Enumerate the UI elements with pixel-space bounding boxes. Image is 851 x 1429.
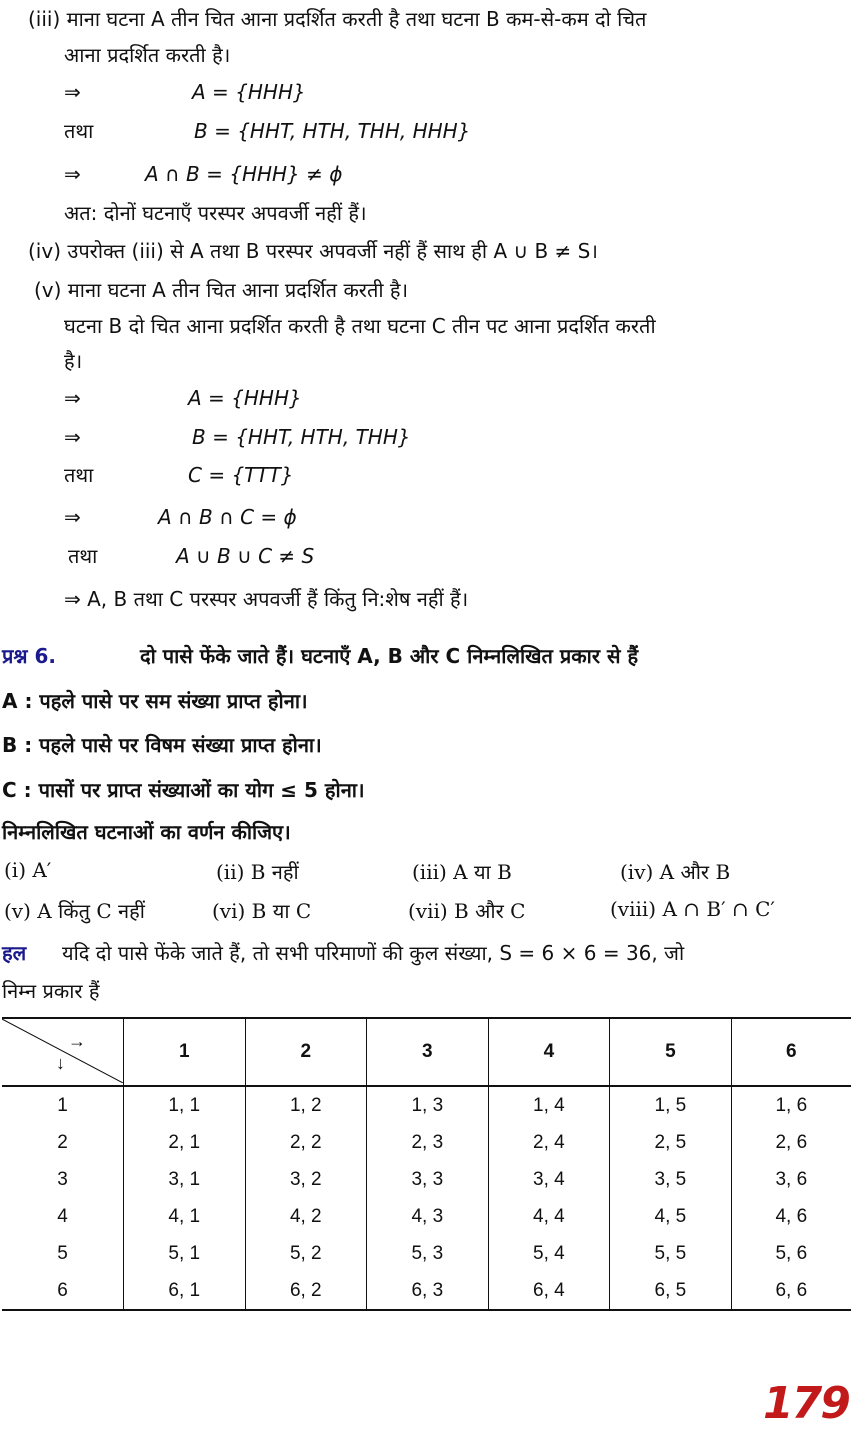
table-cell: 6, 6 (731, 1272, 851, 1310)
part-v-line2: घटना B दो चित आना प्रदर्शित करती है तथा घटना C तीन पट आना प्रदर्शित करती (64, 314, 656, 338)
event-c-definition: C : पासों पर प्राप्त संख्याओं का योग ≤ 5 होना। (2, 778, 365, 802)
option-v: (v) A किंतु C नहीं (4, 899, 145, 923)
event-a-definition: A : पहले पासे पर सम संख्या प्राप्त होना। (2, 689, 308, 713)
table-cell: 3, 5 (610, 1161, 732, 1198)
table-row (2, 1086, 851, 1124)
table-cell: 5, 3 (367, 1235, 489, 1272)
table-cell: 1, 3 (367, 1086, 489, 1124)
table-cell: 3, 3 (367, 1161, 489, 1198)
implies-symbol: ⇒ (64, 80, 81, 104)
set-a-equation-v: A = {HHH} (188, 386, 302, 410)
page-number: 179 (763, 1378, 849, 1429)
table-cell: 3, 6 (731, 1161, 851, 1198)
table-cell: 1, 2 (245, 1086, 367, 1124)
table-cell: 5, 6 (731, 1235, 851, 1272)
table-cell: 3, 2 (245, 1161, 367, 1198)
row-header: 5 (57, 1242, 68, 1264)
table-cell: 6, 3 (367, 1272, 489, 1310)
part-iv-line: (iv) उपरोक्त (iii) से A तथा B परस्पर अपवर्जी नहीं हैं साथ ही A ∪ B ≠ S। (28, 239, 598, 263)
question-text: दो पासे फेंके जाते हैं। घटनाएँ A, B और C निम्नलिखित प्रकार से हैं (140, 644, 639, 668)
set-b-equation: B = {HHT, HTH, THH, HHH} (194, 119, 471, 143)
column-header: 4 (488, 1018, 610, 1086)
row-header: 3 (57, 1168, 68, 1190)
table-cell: 4, 4 (488, 1198, 610, 1235)
option-iii: (iii) A या B (412, 860, 512, 884)
tatha-label: तथा (64, 463, 94, 487)
row-header: 2 (57, 1131, 68, 1153)
conclusion-iii: अत: दोनों घटनाएँ परस्पर अपवर्जी नहीं हैं। (64, 201, 367, 225)
table-cell: 2, 6 (731, 1124, 851, 1161)
arrow-down-icon: ↓ (56, 1053, 65, 1073)
solution-text-line1: यदि दो पासे फेंके जाते हैं, तो सभी परिमाणों की कुल संख्या, S = 6 × 6 = 36, जो (62, 941, 685, 965)
implies-symbol: ⇒ (64, 386, 81, 410)
set-a-equation: A = {HHH} (192, 80, 306, 104)
table-cell: 2, 4 (488, 1124, 610, 1161)
intersection-equation: A ∩ B = {HHH} ≠ ϕ (145, 162, 343, 186)
table-cell: 3, 1 (124, 1161, 246, 1198)
table-row (2, 1161, 851, 1198)
table-row (2, 1124, 851, 1161)
table-cell: 6, 2 (245, 1272, 367, 1310)
table-row (2, 1235, 851, 1272)
set-c-equation: C = {TTT} (188, 463, 294, 487)
table-cell: 1, 5 (610, 1086, 732, 1124)
outcomes-table (2, 1017, 851, 1311)
conclusion-v: ⇒ A, B तथा C परस्पर अपवर्जी हैं किंतु नि:शेष नहीं हैं। (64, 587, 469, 611)
implies-symbol: ⇒ (64, 162, 81, 186)
table-cell: 5, 4 (488, 1235, 610, 1272)
table-cell: 2, 3 (367, 1124, 489, 1161)
table-cell: 4, 3 (367, 1198, 489, 1235)
option-vi: (vi) B या C (212, 899, 312, 923)
arrow-right-icon: → (68, 1031, 86, 1051)
table-cell: 1, 4 (488, 1086, 610, 1124)
part-v-line3: है। (64, 349, 83, 373)
option-iv: (iv) A और B (620, 860, 731, 884)
table-row (2, 1198, 851, 1235)
table-cell: 1, 1 (124, 1086, 246, 1124)
implies-symbol: ⇒ (64, 425, 81, 449)
row-header: 4 (57, 1205, 68, 1227)
triple-intersection-equation: A ∩ B ∩ C = ϕ (158, 505, 297, 529)
part-v-line1: (v) माना घटना A तीन चित आना प्रदर्शित करती है। (34, 278, 409, 302)
table-cell: 3, 4 (488, 1161, 610, 1198)
table-cell: 1, 6 (731, 1086, 851, 1124)
table-cell: 2, 1 (124, 1124, 246, 1161)
tatha-label: तथा (64, 119, 94, 143)
column-header: 5 (610, 1018, 732, 1086)
union-equation: A ∪ B ∪ C ≠ S (176, 544, 315, 568)
table-cell: 4, 2 (245, 1198, 367, 1235)
table-cell: 5, 1 (124, 1235, 246, 1272)
table-cell: 4, 1 (124, 1198, 246, 1235)
row-header: 6 (2, 1272, 124, 1310)
event-b-definition: B : पहले पासे पर विषम संख्या प्राप्त होना। (2, 733, 322, 757)
table-cell: 5, 2 (245, 1235, 367, 1272)
table-cell: 4, 5 (610, 1198, 732, 1235)
implies-symbol: ⇒ (64, 505, 81, 529)
option-i: (i) A′ (4, 858, 52, 882)
column-header: 6 (731, 1018, 851, 1086)
table-header-row (2, 1018, 851, 1086)
table-cell: 6, 4 (488, 1272, 610, 1310)
table-cell: 6, 5 (610, 1272, 732, 1310)
solution-text-line2: निम्न प्रकार हैं (2, 979, 100, 1003)
solution-label: हल (2, 941, 27, 965)
table-cell: 5, 5 (610, 1235, 732, 1272)
column-header: 3 (367, 1018, 489, 1086)
question-instruction: निम्नलिखित घटनाओं का वर्णन कीजिए। (2, 820, 291, 844)
table-cell: 4, 6 (731, 1198, 851, 1235)
option-ii: (ii) B नहीं (216, 860, 299, 884)
option-vii: (vii) B और C (408, 899, 526, 923)
option-viii: (viii) A ∩ B′ ∩ C′ (610, 897, 775, 921)
row-header: 1 (57, 1094, 68, 1116)
table-cell: 6, 1 (124, 1272, 246, 1310)
question-label: प्रश्न 6. (2, 644, 56, 668)
table-cell: 2, 2 (245, 1124, 367, 1161)
part-iii-line1: (iii) माना घटना A तीन चित आना प्रदर्शित करती है तथा घटना B कम-से-कम दो चित (28, 7, 647, 31)
tatha-label: तथा (68, 544, 98, 568)
column-header: 2 (245, 1018, 367, 1086)
table-corner-cell (2, 1018, 124, 1086)
table-row (2, 1272, 851, 1310)
part-iii-line2: आना प्रदर्शित करती है। (64, 43, 231, 67)
set-b-equation-v: B = {HHT, HTH, THH} (192, 425, 411, 449)
table-cell: 2, 5 (610, 1124, 732, 1161)
column-header: 1 (124, 1018, 246, 1086)
